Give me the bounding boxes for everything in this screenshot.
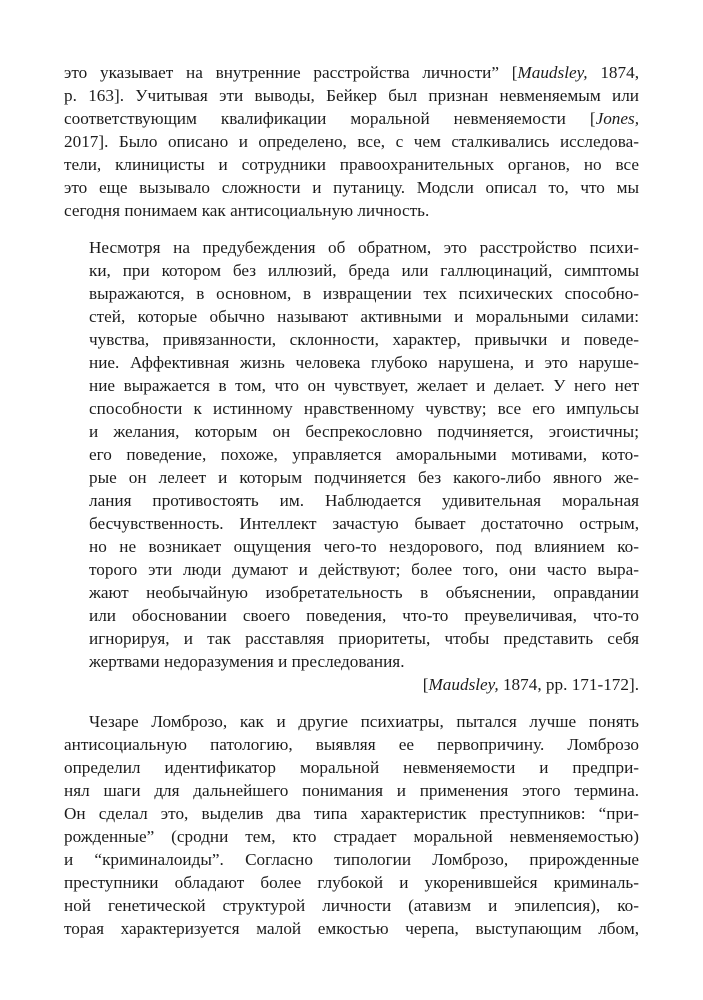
quote-line: торого эти люди думают и действуют; более того, они часто выра- [89, 560, 639, 579]
quote-line: ние выражается в том, что он чувствует, желает и делает. У него нет [89, 376, 639, 395]
citation-author: Maudsley, [428, 675, 499, 694]
text-line: торая характеризуется малой емкостью черепа, выступающим лбом, [64, 919, 639, 938]
text-line: определил идентификатор моральной невменяемости и предпри- [64, 758, 639, 777]
text-line: Он сделал это, выделив два типа характеристик преступников: “при- [64, 804, 639, 823]
text-line: и “криминалоиды”. Согласно типологии Ломброзо, прирожденные [64, 850, 639, 869]
text-line: соответствующим квалификации моральной невменяемости [Jones, [64, 109, 639, 128]
quote-line: бесчувственность. Интеллект зачастую бывает достаточно острым, [89, 514, 639, 533]
quote-line: его поведение, похоже, управляется аморальными мотивами, кото- [89, 445, 639, 464]
text-line: нял шаги для дальнейшего понимания и применения этого термина. [64, 781, 639, 800]
text-line: сегодня понимаем как антисоциальную личность. [64, 201, 430, 220]
quote-line: способности к истинному нравственному чувству; все его импульсы [89, 399, 639, 418]
quote-line: или обосновании своего поведения, что-то преувеличивая, что-то [89, 606, 639, 625]
quote-line: стей, которые обычно называют активными и моральными силами: [89, 307, 639, 326]
quote-line: чувства, привязанности, склонности, характер, привычки и поведе- [89, 330, 639, 349]
quote-line: ние. Аффективная жизнь человека глубоко нарушена, и это наруше- [89, 353, 639, 372]
quote-line: рые он лелеет и которым подчиняется без какого-либо явного же- [89, 468, 639, 487]
quote-line: Несмотря на предубеждения об обратном, это расстройство психи- [89, 238, 639, 257]
quote-line: выражаются, в основном, в извращении тех психических способно- [89, 284, 639, 303]
quote-line: жертвами недоразумения и преследования. [89, 652, 405, 671]
citation-author: Maudsley, [517, 63, 588, 82]
quote-line: игнорируя, и так расставляя приоритеты, чтобы представить себя [89, 629, 639, 648]
text-line: преступники обладают более глубокой и укоренившейся криминаль- [64, 873, 639, 892]
text-line: р. 163]. Учитывая эти выводы, Бейкер был признан невменяемым или [64, 86, 639, 105]
text-line: 2017]. Было описано и определено, все, с чем сталкивались исследова- [64, 132, 639, 151]
text-line: это указывает на внутренние расстройства личности” [Maudsley, 1874, [64, 63, 639, 82]
text-line: это еще вызывало сложности и путаницу. Модсли описал то, что мы [64, 178, 639, 197]
quote-line: жают необычайную изобретательность в объяснении, оправдании [89, 583, 639, 602]
quote-line: и желания, которым он беспрекословно подчиняется, эгоистичны; [89, 422, 639, 441]
text-line: Чезаре Ломброзо, как и другие психиатры, пытался лучше понять [89, 712, 639, 731]
text-line: рожденные” (сродни тем, кто страдает моральной невменяемостью) [64, 827, 639, 846]
quote-line: лания противостоять им. Наблюдается удивительная моральная [89, 491, 639, 510]
text-line: ной генетической структурой личности (атавизм и эпилепсия), ко- [64, 896, 639, 915]
text-line: антисоциальную патологию, выявляя ее первопричину. Ломброзо [64, 735, 639, 754]
citation-author: Jones, [595, 109, 639, 128]
quote-line: ки, при котором без иллюзий, бреда или галлюцинаций, симптомы [89, 261, 639, 280]
text-line: тели, клиницисты и сотрудники правоохранительных органов, но все [64, 155, 639, 174]
quote-line: но не возникает ощущения чего-то нездорового, под влиянием ко- [89, 537, 639, 556]
quote-citation: [Maudsley, 1874, pp. 171-172]. [422, 675, 639, 694]
